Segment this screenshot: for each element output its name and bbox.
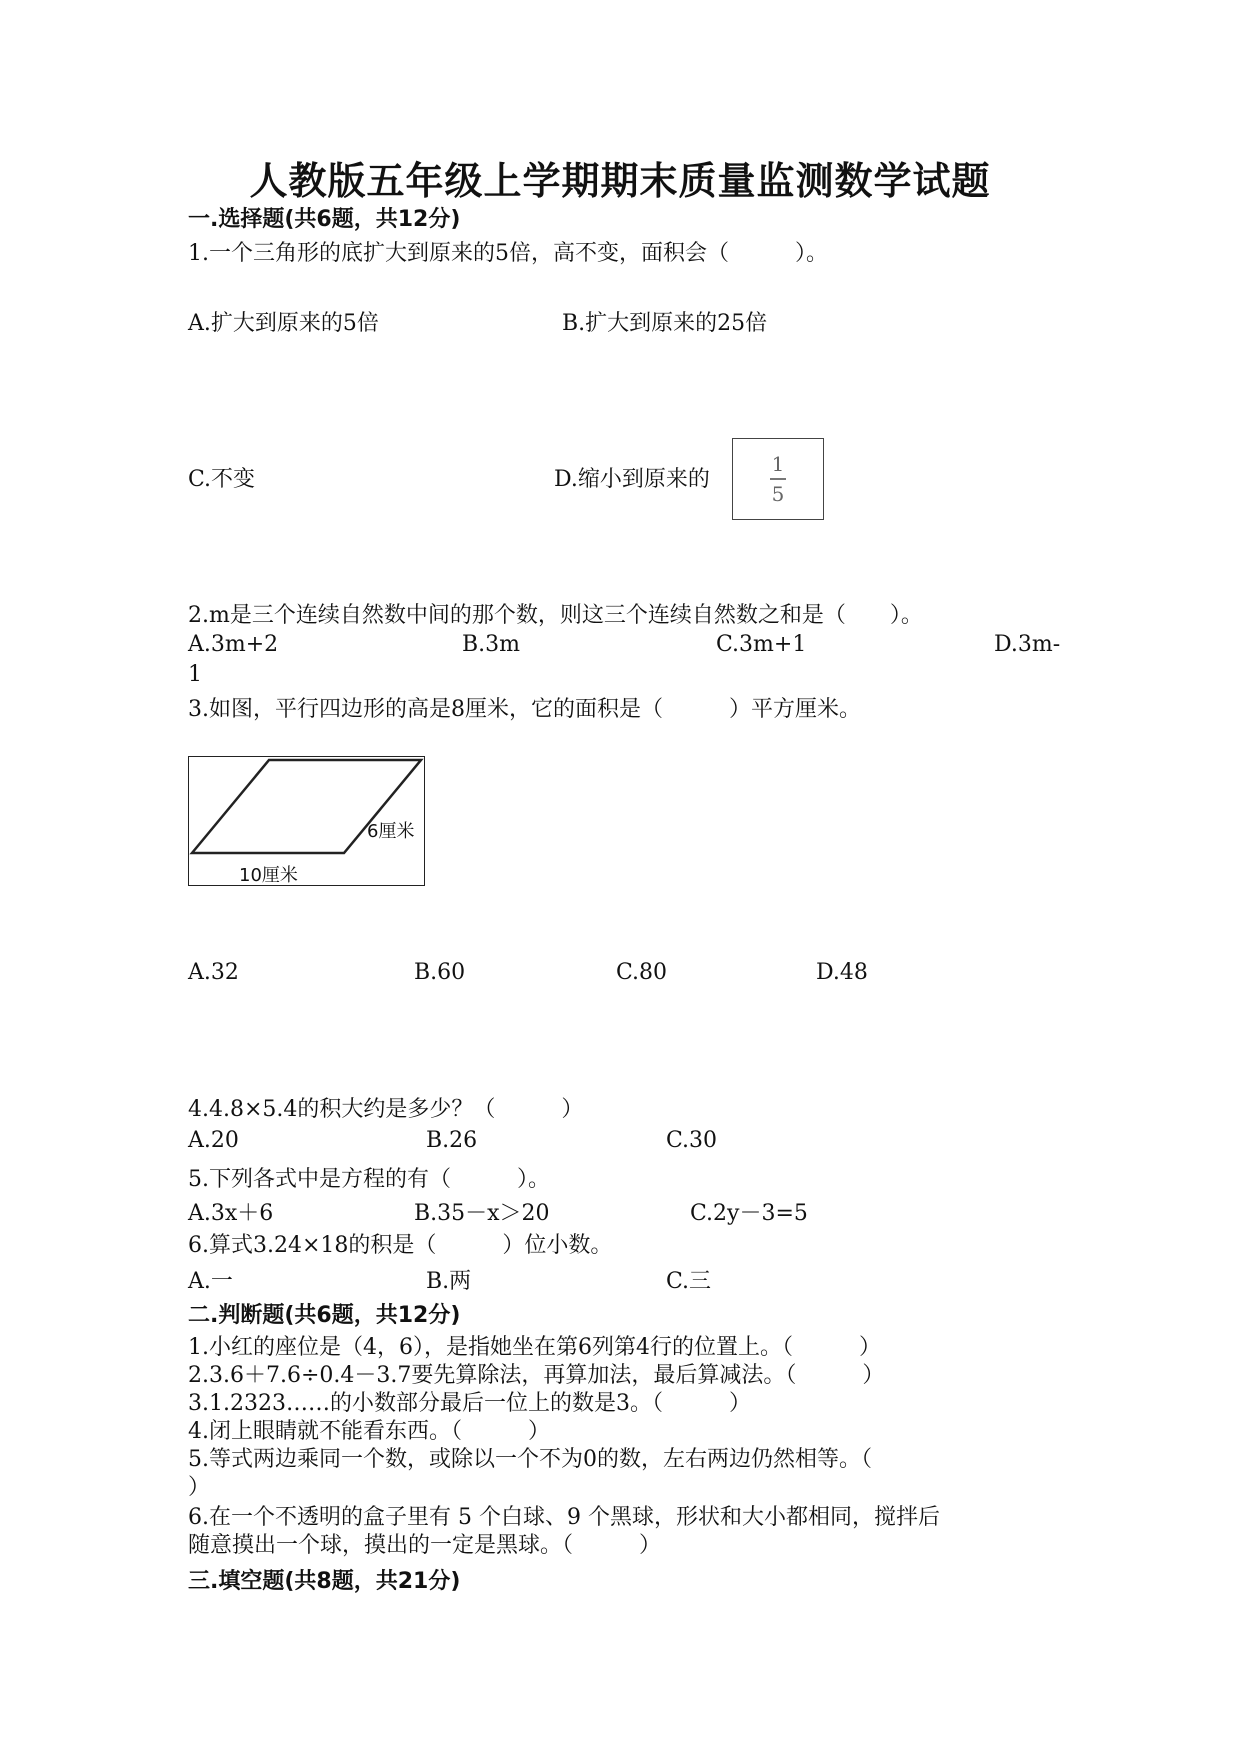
question-4-option-a: A.20: [188, 1128, 239, 1153]
question-2-option-a: A.3m+2: [188, 632, 279, 657]
question-1-option-a: A.扩大到原来的5倍: [188, 311, 379, 336]
question-5-stem: 5.下列各式中是方程的有（ ）。: [188, 1167, 550, 1192]
question-6-option-a: A.一: [188, 1269, 233, 1294]
judgment-item-3: 3.1.2323……的小数部分最后一位上的数是3。（ ）: [188, 1391, 751, 1416]
question-2-option-c: C.3m+1: [716, 632, 807, 657]
fraction-bar: [770, 478, 786, 480]
question-1-option-b: B.扩大到原来的25倍: [562, 311, 768, 336]
question-4-option-c: C.30: [666, 1128, 718, 1153]
section-heading-choice: 一.选择题(共6题，共12分): [188, 207, 461, 232]
judgment-item-5-wrap: ）: [188, 1475, 211, 1500]
judgment-item-5: 5.等式两边乘同一个数，或除以一个不为0的数，左右两边仍然相等。（: [188, 1447, 872, 1472]
question-4-stem: 4.4.8×5.4的积大约是多少？（ ）: [188, 1097, 584, 1122]
judgment-item-1: 1.小红的座位是（4，6），是指她坐在第6列第4行的位置上。（ ）: [188, 1335, 881, 1360]
question-1-option-c: C.不变: [188, 467, 256, 492]
section-heading-fill-blank: 三.填空题(共8题，共21分): [188, 1569, 461, 1594]
judgment-item-4: 4.闭上眼睛就不能看东西。（ ）: [188, 1419, 550, 1444]
fraction-image-one-fifth: [732, 438, 824, 520]
parallelogram-figure: [188, 756, 425, 886]
question-1-option-d: D.缩小到原来的: [554, 467, 710, 492]
question-2-option-b: B.3m: [462, 632, 521, 657]
question-6-option-c: C.三: [666, 1269, 712, 1294]
question-6-option-b: B.两: [426, 1269, 472, 1294]
question-4-option-b: B.26: [426, 1128, 478, 1153]
question-3-option-a: A.32: [188, 960, 239, 985]
question-2-stem: 2.m是三个连续自然数中间的那个数，则这三个连续自然数之和是（ ）。: [188, 603, 923, 628]
page-title: 人教版五年级上学期期末质量监测数学试题: [249, 159, 991, 203]
question-6-stem: 6.算式3.24×18的积是（ ）位小数。: [188, 1233, 613, 1258]
question-5-option-c: C.2y－3=5: [690, 1201, 808, 1226]
question-1-stem: 1.一个三角形的底扩大到原来的5倍，高不变，面积会（ ）。: [188, 241, 828, 266]
judgment-item-6: 6.在一个不透明的盒子里有 5 个白球、9 个黑球，形状和大小都相同，搅拌后: [188, 1505, 940, 1530]
question-3-option-c: C.80: [616, 960, 668, 985]
judgment-item-6-wrap: 随意摸出一个球，摸出的一定是黑球。（ ）: [188, 1533, 662, 1558]
parallelogram-side-label: 6厘米: [367, 821, 415, 842]
question-5-option-a: A.3x＋6: [188, 1201, 274, 1226]
question-3-stem: 3.如图，平行四边形的高是8厘米，它的面积是（ ）平方厘米。: [188, 697, 861, 722]
question-2-option-d-wrap: 1: [188, 662, 202, 687]
fraction-denominator: 5: [771, 481, 785, 506]
parallelogram-base-label: 10厘米: [239, 865, 298, 886]
question-5-option-b: B.35－x＞20: [414, 1201, 550, 1226]
fraction-numerator: 1: [771, 452, 785, 476]
section-heading-judgment: 二.判断题(共6题，共12分): [188, 1303, 461, 1328]
question-3-option-b: B.60: [414, 960, 466, 985]
question-2-option-d: D.3m-: [994, 632, 1061, 657]
judgment-item-2: 2.3.6＋7.6÷0.4－3.7要先算除法，再算加法，最后算减法。（ ）: [188, 1363, 885, 1388]
question-3-option-d: D.48: [816, 960, 868, 985]
